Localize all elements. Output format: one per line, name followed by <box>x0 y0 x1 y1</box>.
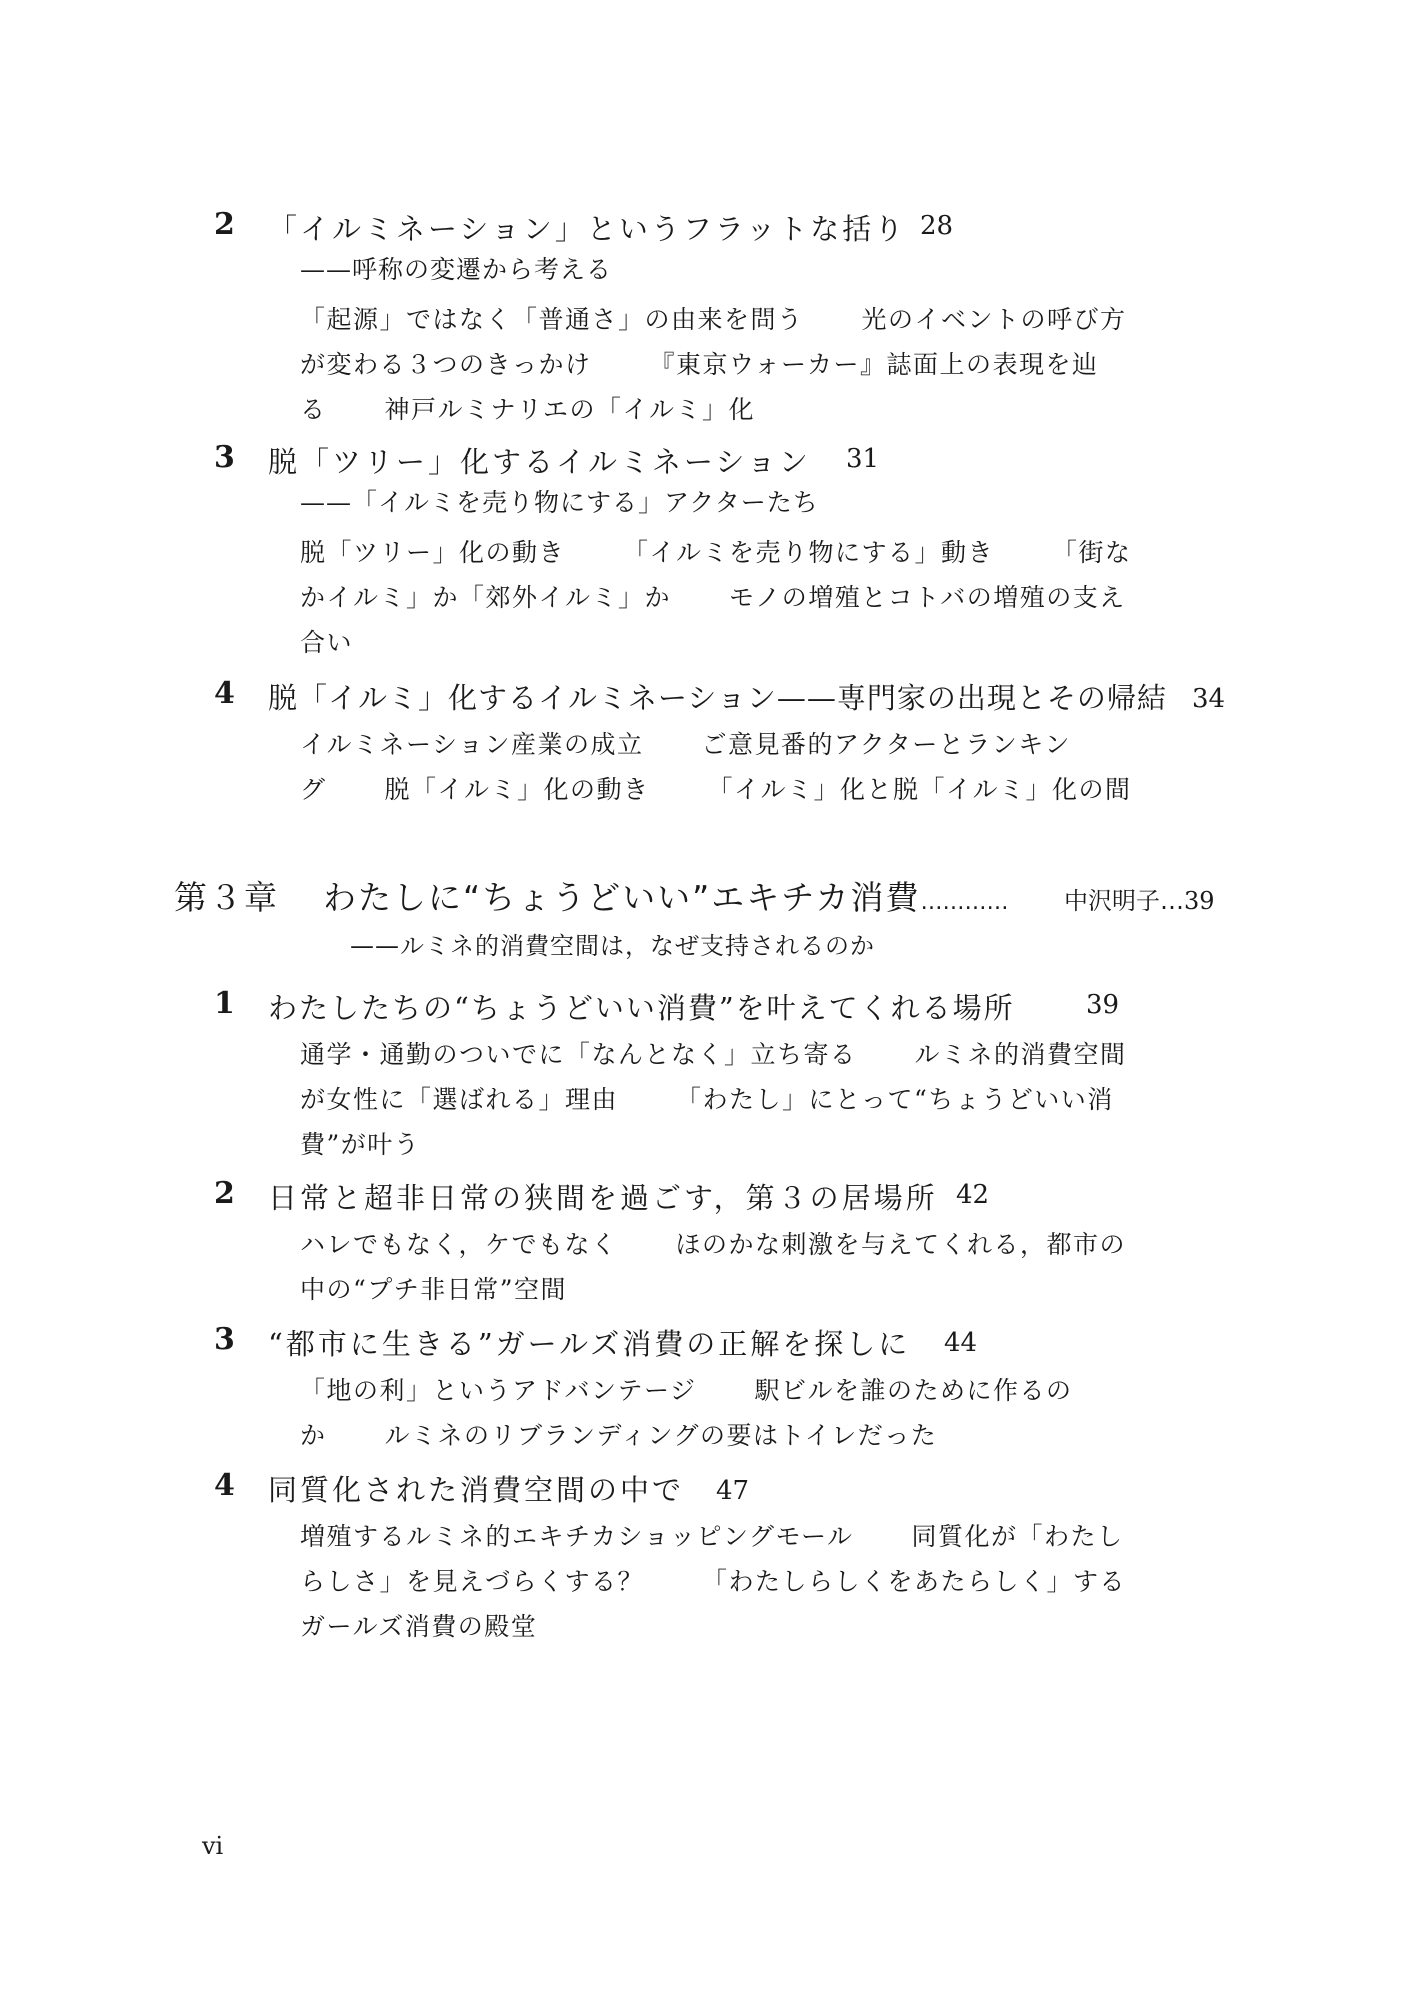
topic: 『東京ウォーカー』誌面上の表現を辿る <box>300 350 1099 424</box>
section-topics <box>300 1514 1140 1649</box>
section-topics <box>300 1222 1140 1312</box>
section-page: 47 <box>716 1476 750 1506</box>
topic: 「イルミを売り物にする」動き <box>623 538 995 567</box>
chapter-author <box>1064 881 1215 916</box>
topic: 「わたしらしくをあたらしく」するガールズ消費の殿堂 <box>300 1567 1127 1641</box>
chapter-subtitle: ——ルミネ的消費空間は，なぜ支持されるのか <box>350 932 875 960</box>
section-page: 44 <box>944 1328 978 1358</box>
chapter-leader-2: … <box>1160 887 1184 915</box>
topic: 増殖するルミネ的エキチカショッピングモール <box>300 1522 854 1551</box>
section-page: 28 <box>920 211 954 241</box>
section-title: わたしたちの“ちょうどいい消費”を叶えてくれる場所 <box>268 991 1015 1025</box>
page-number: vi <box>202 1832 224 1860</box>
section-title: 脱「ツリー」化するイルミネーション <box>268 445 811 479</box>
chapter-page: 39 <box>1184 887 1215 915</box>
section-page: 31 <box>846 444 880 474</box>
topic: 駅ビルを誰のために作るのか <box>300 1376 1073 1450</box>
topic: 光のイベントの呼び方が変わる３つのきっかけ <box>300 305 1127 379</box>
topic: ルミネのリブランディングの要はトイレだった <box>384 1421 938 1450</box>
section-number: 4 <box>214 1468 235 1503</box>
topic: ほのかな刺激を与えてくれる，都市の中の“プチ非日常”空間 <box>300 1230 1127 1304</box>
section-number: 2 <box>214 207 235 242</box>
chapter-title <box>174 872 1009 919</box>
topic: ご意見番的アクターとランキング <box>300 730 1072 804</box>
topic: 「イルミ」化と脱「イルミ」化の間 <box>707 775 1132 804</box>
section-page: 39 <box>1086 990 1120 1020</box>
section-page: 34 <box>1192 684 1226 714</box>
section-topics <box>300 1032 1140 1167</box>
chapter-label: 第３章 <box>174 878 279 917</box>
topic: イルミネーション産業の成立 <box>300 730 644 759</box>
section-subtitle: ——呼称の変遷から考える <box>300 255 613 284</box>
topic: 神戸ルミナリエの「イルミ」化 <box>384 395 756 424</box>
section-subtitle: ——「イルミを売り物にする」アクターたち <box>300 488 819 517</box>
section-number: 1 <box>214 986 235 1021</box>
author-name: 中沢明子 <box>1064 887 1160 915</box>
topic: ルミネ的消費空間が女性に「選ばれる」理由 <box>300 1040 1127 1114</box>
section-topics <box>300 530 1140 665</box>
topic: ハレでもなく，ケでもなく <box>300 1230 618 1259</box>
section-title: 「イルミネーション」というフラットな括り <box>268 212 907 246</box>
topic: 通学・通勤のついでに「なんとなく」立ち寄る <box>300 1040 857 1069</box>
topic: 「地の利」というアドバンテージ <box>300 1376 697 1405</box>
topic: 同質化が「わたしらしさ」を見えづらくする？ <box>300 1522 1124 1596</box>
section-number: 4 <box>214 676 235 711</box>
section-page: 42 <box>956 1180 990 1210</box>
section-topics <box>300 722 1140 812</box>
topic: 「起源」ではなく「普通さ」の由来を問う <box>300 305 804 334</box>
section-topics <box>300 297 1140 432</box>
chapter-title-text: わたしに“ちょうどいい”エキチカ消費 <box>323 878 921 917</box>
section-number: 2 <box>214 1176 235 1211</box>
section-title: “都市に生きる”ガールズ消費の正解を探しに <box>268 1327 911 1361</box>
section-topics <box>300 1368 1140 1458</box>
topic: 「街なかイルミ」か「郊外イルミ」か <box>300 538 1132 612</box>
topic: 脱「イルミ」化の動き <box>384 775 650 804</box>
section-title: 脱「イルミ」化するイルミネーション——専門家の出現とその帰結 <box>268 681 1167 715</box>
section-title: 日常と超非日常の狭間を過ごす，第３の居場所 <box>268 1181 938 1215</box>
topic: モノの増殖とコトバの増殖の支え合い <box>300 583 1126 657</box>
section-title: 同質化された消費空間の中で <box>268 1473 685 1507</box>
topic: 脱「ツリー」化の動き <box>300 538 566 567</box>
topic: 「わたし」にとって“ちょうどいい消費”が叶う <box>300 1085 1114 1159</box>
chapter-leader: ………… <box>920 890 1009 915</box>
section-number: 3 <box>214 440 235 475</box>
section-number: 3 <box>214 1322 235 1357</box>
